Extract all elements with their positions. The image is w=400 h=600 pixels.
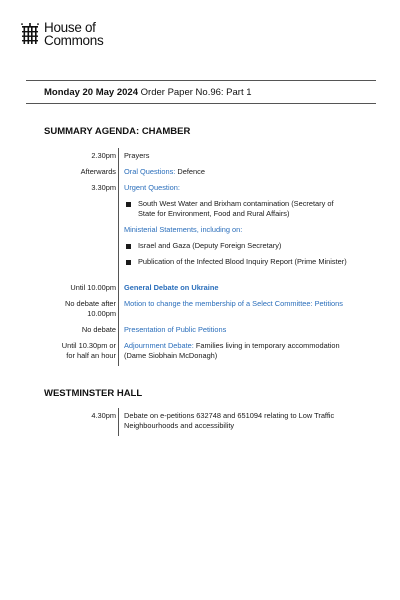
public-petitions-link[interactable]: Presentation of Public Petitions: [124, 325, 227, 334]
logo-line-2: Commons: [44, 32, 104, 48]
westminster-hall-agenda: [44, 408, 354, 438]
bullet-icon: [126, 202, 131, 207]
agenda-item: Debate on e-petitions 632748 and 651094 relating to Low Traffic Neighbourhoods and accessibility: [124, 411, 335, 430]
agenda-time: 3.30pm: [91, 183, 116, 192]
logo-line-1: House of: [44, 20, 96, 35]
bullet-icon: [126, 244, 131, 249]
agenda-time: No debate: [81, 325, 116, 334]
ukraine-debate-link[interactable]: General Debate on Ukraine: [124, 283, 219, 292]
house-of-commons-logo: [20, 22, 103, 47]
chamber-agenda: [44, 148, 354, 368]
agenda-time-line-2: 10.00pm: [87, 308, 116, 318]
oral-questions-link[interactable]: Oral Questions:: [124, 167, 176, 176]
oral-questions-subject: Defence: [175, 167, 205, 176]
adjournment-debate-subject: Families living in temporary accommodation (Dame Siobhain McDonagh): [124, 341, 340, 360]
agenda-time-line-2: for half an hour: [66, 350, 116, 360]
agenda-time: Afterwards: [80, 167, 116, 176]
logo-wordmark: [44, 22, 103, 47]
bullet-icon: [126, 260, 131, 265]
agenda-item: [124, 341, 352, 360]
agenda-time: Until 10.00pm: [70, 283, 116, 292]
ministerial-statements-link[interactable]: Ministerial Statements, including on:: [124, 225, 243, 234]
header-bottom-rule: [26, 103, 376, 104]
agenda-time: [62, 341, 116, 360]
chamber-section-title: SUMMARY AGENDA: CHAMBER: [44, 126, 191, 137]
header-date: Monday 20 May 2024: [44, 87, 138, 98]
list-item: [124, 241, 352, 251]
header-paper: Order Paper No.96: Part 1: [140, 87, 252, 98]
adjournment-debate-link[interactable]: Adjournment Debate:: [124, 341, 194, 350]
urgent-question-link[interactable]: Urgent Question:: [124, 183, 180, 192]
agenda-item: [124, 167, 352, 177]
list-item-text: Israel and Gaza (Deputy Foreign Secretary): [138, 241, 282, 250]
westminster-divider: [118, 408, 119, 436]
agenda-time: [65, 299, 116, 318]
portcullis-icon: [20, 23, 40, 47]
list-item: [124, 257, 352, 267]
agenda-time-line-1: Until 10.30pm or: [61, 341, 116, 350]
agenda-time: 4.30pm: [91, 411, 116, 420]
chamber-divider: [118, 148, 119, 366]
agenda-time-line-1: No debate after: [65, 299, 116, 308]
agenda-time: 2.30pm: [91, 151, 116, 160]
header-top-rule: [26, 80, 376, 81]
list-item: [124, 199, 352, 218]
select-committee-motion-link[interactable]: Motion to change the membership of a Select Committee: Petitions: [124, 299, 343, 308]
list-item-text: Publication of the Infected Blood Inquiry Report (Prime Minister): [138, 257, 347, 266]
agenda-item: Prayers: [124, 151, 150, 160]
westminster-hall-section-title: WESTMINSTER HALL: [44, 388, 143, 399]
order-paper-header: [44, 87, 252, 98]
list-item-text: South West Water and Brixham contamination (Secretary of State for Environment, Food and Rural Affairs): [138, 199, 334, 218]
